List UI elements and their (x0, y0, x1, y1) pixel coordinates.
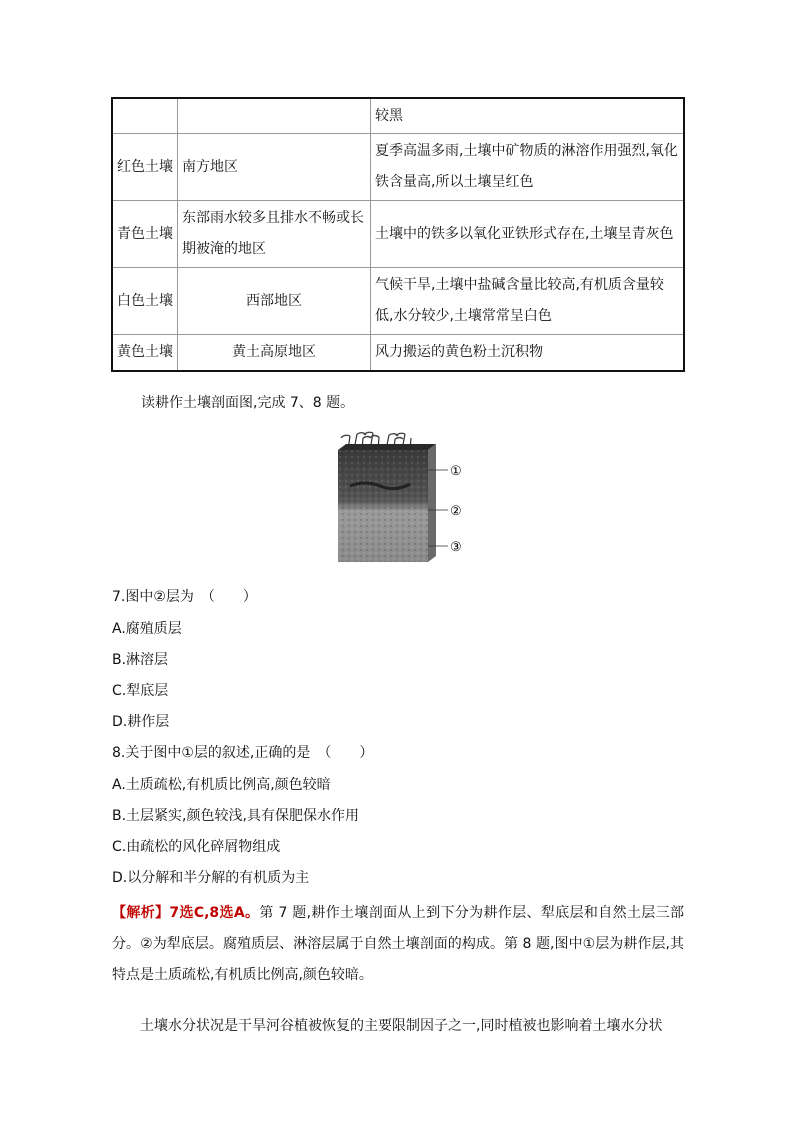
table-cell: 土壤中的铁多以氧化亚铁形式存在,土壤呈青灰色 (371, 201, 685, 268)
q7-option-c: C.犁底层 (112, 683, 169, 699)
table-row (112, 134, 684, 201)
q8-option-a: A.土质疏松,有机质比例高,颜色较暗 (112, 777, 331, 793)
table-cell: 白色土壤 (112, 268, 178, 335)
q7-option-a: A.腐殖质层 (112, 621, 182, 637)
q8-option-b: B.土层紧实,颜色较浅,具有保肥保水作用 (112, 808, 359, 824)
table-row (112, 335, 684, 372)
analysis-text: 第 7 题,耕作土壤剖面从上到下分为耕作层、犁底层和自然土层三部分。②为犁底层。腐殖质层、淋溶层属于自然土壤剖面的构成。第 8 题,图中①层为耕作层,其特点是土质疏松,有机质比例高,颜色较暗。 (112, 905, 684, 983)
layer-label-2: ② (450, 504, 462, 519)
layer-label-1: ① (450, 464, 462, 479)
table-cell: 青色土壤 (112, 201, 178, 268)
q7-option-b: B.淋溶层 (112, 652, 169, 668)
table-cell (112, 98, 178, 134)
question-8-stem: 8.关于图中①层的叙述,正确的是 （ ） (112, 745, 374, 761)
analysis-tag: 【解析】 (112, 905, 170, 921)
trailing-paragraph: 土壤水分状况是干旱河谷植被恢复的主要限制因子之一,同时植被也影响着土壤水分状 (140, 1018, 663, 1034)
q8-option-d: D.以分解和半分解的有机质为主 (112, 870, 310, 886)
soil-profile-illustration (330, 428, 470, 568)
table-cell: 较黑 (371, 98, 685, 134)
table-cell (178, 98, 371, 134)
table-cell: 气候干旱,土壤中盐碱含量比较高,有机质含量较低,水分较少,土壤常常呈白色 (371, 268, 685, 335)
soil-color-table (111, 97, 685, 372)
table-cell: 夏季高温多雨,土壤中矿物质的淋溶作用强烈,氧化铁含量高,所以土壤呈红色 (371, 134, 685, 201)
table-cell: 东部雨水较多且排水不畅或长期被淹的地区 (178, 201, 371, 268)
table-cell: 西部地区 (178, 268, 371, 335)
table-cell: 红色土壤 (112, 134, 178, 201)
table-cell: 黄土高原地区 (178, 335, 371, 372)
table-cell: 黄色土壤 (112, 335, 178, 372)
intro-text: 读耕作土壤剖面图,完成 7、8 题。 (141, 395, 355, 411)
layer-label-3: ③ (450, 540, 462, 555)
table-cell: 南方地区 (178, 134, 371, 201)
q8-option-c: C.由疏松的风化碎屑物组成 (112, 839, 281, 855)
question-7-stem: 7.图中②层为 （ ） (112, 589, 257, 605)
analysis-block (112, 898, 684, 991)
analysis-answer: 7选C,8选A。 (169, 905, 260, 921)
table-cell: 风力搬运的黄色粉土沉积物 (371, 335, 685, 372)
table-row (112, 268, 684, 335)
table-row (112, 98, 684, 134)
q7-option-d: D.耕作层 (112, 714, 170, 730)
table-row (112, 201, 684, 268)
soil-profile-figure (330, 428, 470, 568)
